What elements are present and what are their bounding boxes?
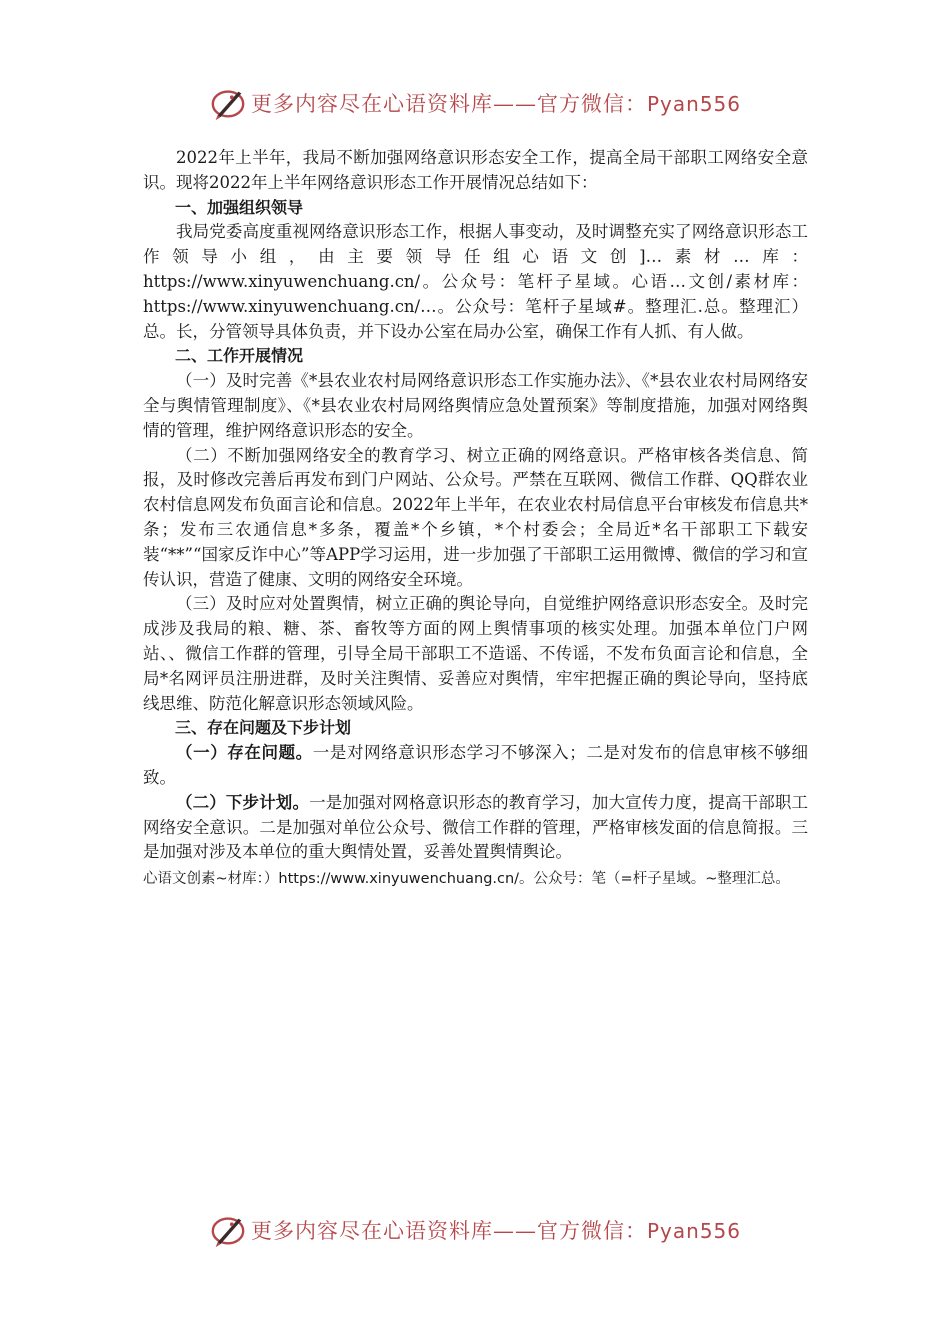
- paragraph-6-lead: （二）下步计划。: [176, 792, 310, 812]
- wechat-id: Pyan556: [646, 1219, 741, 1243]
- header-banner: [0, 83, 950, 123]
- section-heading-2: 二、工作开展情况: [175, 346, 304, 366]
- banner-text: 更多内容尽在心语资料库——官方微信：Pyan556: [250, 92, 741, 116]
- document-body: [143, 146, 808, 891]
- pen-logo-icon: [209, 84, 247, 122]
- pen-logo-icon: [209, 1211, 247, 1249]
- section-heading-1: 一、加强组织领导: [175, 197, 304, 217]
- paragraph-1: 我局党委高度重视网络意识形态工作，根据人事变动，及时调整充实了网络意识形态工作领导小组，由主要领导任组心语文创]…素材…库：https://www.xinyuwenchuang.cn/。公众号：笔杆子星域。心语…文创/素材库：https://www.xinyuwenchuang.cn/…。公众号：笔杆子星域#。整理汇.总。整理汇）总。长，分管领导具体负责，并下设办公室在局办公室，确保工作有人抓、有人做。: [143, 222, 808, 341]
- footer-banner: [0, 1210, 950, 1250]
- intro-paragraph: 2022年上半年，我局不断加强网络意识形态安全工作，提高全局干部职工网络安全意识。现将2022年上半年网络意识形态工作开展情况总结如下：: [143, 148, 808, 192]
- paragraph-5-text: 一是对网络意识形态学习不够深入；二是对发布的信息审核不够细致。: [143, 743, 809, 787]
- paragraph-3: （二）不断加强网络安全的教育学习、树立正确的网络意识。严格审核各类信息、简报，及时修改完善后再发布到门户网站、公众号。严禁在互联网、微信工作群、QQ群农业农村信息网发布负面言论和信息。2022年上半年，在农业农村局信息平台审核发布信息共*条；发布三农通信息*多条，覆盖*个乡镇，*个村委会；全局近*名干部职工下载安装“**”“国家反诈中心”等APP学习运用，进一步加强了干部职工运用微博、微信的学习和宣传认识，营造了健康、文明的网络安全环境。: [143, 445, 808, 589]
- paragraph-6: [143, 791, 808, 865]
- footer-note: 心语文创素~材库：）https://www.xinyuwenchuang.cn/。公众号：笔（=杆子星域。~整理汇总。: [143, 871, 790, 888]
- paragraph-5: [143, 741, 808, 791]
- paragraph-4: （三）及时应对处置舆情，树立正确的舆论导向，自觉维护网络意识形态安全。及时完成涉及我局的粮、糖、茶、畜牧等方面的网上舆情事项的核实处理。加强本单位门户网站、、微信工作群的管理，引导全局干部职工不造谣、不传谣，不发布负面言论和信息，全局*名网评员注册进群，及时关注舆情、妥善应对舆情，牢牢把握正确的舆论导向，坚持底线思维、防范化解意识形态领域风险。: [143, 594, 808, 713]
- paragraph-5-lead: （一）存在问题。: [176, 743, 313, 763]
- paragraph-2: （一）及时完善《*县农业农村局网络意识形态工作实施办法》、《*县农业农村局网络安全与舆情管理制度》、《*县农业农村局网络舆情应急处置预案》等制度措施，加强对网络舆情的管理，维护网络意识形态的安全。: [143, 371, 808, 440]
- banner-text: 更多内容尽在心语资料库——官方微信：Pyan556: [250, 1219, 741, 1243]
- wechat-id: Pyan556: [646, 92, 741, 116]
- section-heading-3: 三、存在问题及下步计划: [175, 718, 352, 738]
- paragraph-6-text: 一是加强对网格意识形态的教育学习，加大宣传力度，提高干部职工网络安全意识。二是加强对单位公众号、微信工作群的管理，严格审核发面的信息简报。三是加强对涉及本单位的重大舆情处置，妥善处置舆情舆论。: [143, 792, 809, 862]
